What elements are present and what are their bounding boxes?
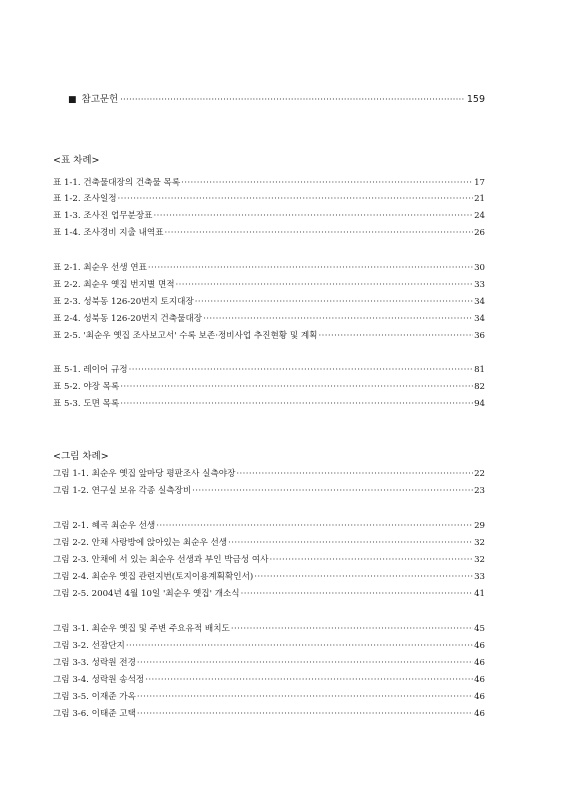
- toc-entry-page: 159: [466, 94, 485, 105]
- toc-entry-page: 46: [474, 641, 485, 651]
- toc-entry-page: 81: [474, 365, 485, 375]
- dot-leader: [228, 537, 473, 549]
- toc-entry-page: 34: [474, 297, 485, 307]
- toc-entry-page: 26: [474, 228, 485, 238]
- toc-entry-label: 표 1-4. 조사경비 지출 내역표: [53, 228, 164, 238]
- toc-entry-label: 그림 2-5. 2004년 4월 10일 '최순우 옛집' 개소식: [53, 589, 240, 599]
- toc-entry-page: 94: [474, 399, 485, 409]
- toc-entry-figure[interactable]: [53, 520, 485, 532]
- dot-leader: [176, 279, 474, 291]
- toc-entry-label: 그림 3-1. 최순우 옛집 및 주변 주요유적 배치도: [53, 624, 230, 634]
- toc-entry-label: 표 2-4. 성북동 126-20번지 건축물대장: [53, 314, 203, 324]
- toc-entry-page: 41: [474, 589, 485, 599]
- toc-entry-page: 46: [474, 692, 485, 702]
- toc-entry-label: 그림 3-4. 성락원 송석정: [53, 675, 145, 685]
- toc-entry-page: 33: [474, 572, 485, 582]
- dot-leader: [195, 296, 473, 308]
- dot-leader: [148, 262, 473, 274]
- dot-leader: [156, 520, 473, 532]
- table-list-heading: <표 차례>: [53, 155, 100, 166]
- toc-entry-label: 표 1-1. 건축물대장의 건축물 목록: [53, 178, 181, 188]
- toc-entry-label: 그림 3-5. 이재준 가옥: [53, 692, 136, 702]
- dot-leader: [145, 674, 473, 686]
- toc-entry-page: 24: [474, 211, 485, 221]
- toc-entry-label: 표 5-1. 레이어 규정: [53, 365, 128, 375]
- toc-entry-label: 표 1-2. 조사일정: [53, 194, 117, 204]
- toc-entry-label: 참고문헌: [81, 94, 119, 105]
- toc-entry-figure[interactable]: [53, 674, 485, 686]
- toc-entry-label: 표 2-5. '최순우 옛집 조사보고서' 수록 보존·정비사업 추진현황 및 계획: [53, 331, 318, 341]
- toc-entry-table[interactable]: [53, 279, 485, 291]
- toc-entry-figure[interactable]: [53, 640, 485, 652]
- toc-entry-page: 36: [474, 331, 485, 341]
- toc-entry-label: 그림 1-1. 최순우 옛집 앞마당 평판조사 실측야장: [53, 469, 236, 479]
- toc-entry-table[interactable]: [53, 210, 485, 222]
- toc-entry-page: 82: [474, 382, 485, 392]
- toc-entry-label: 그림 2-3. 안채에 서 있는 최순우 선생과 부인 박금성 여사: [53, 555, 269, 565]
- toc-entry-table[interactable]: [53, 313, 485, 325]
- dot-leader: [254, 571, 473, 583]
- toc-entry-page: 23: [474, 486, 485, 496]
- toc-entry-label: 표 2-1. 최순우 선생 연표: [53, 263, 147, 273]
- toc-entry-page: 17: [474, 178, 485, 188]
- toc-entry-figure[interactable]: [53, 571, 485, 583]
- toc-entry-figure[interactable]: [53, 623, 485, 635]
- toc-entry-page: 33: [474, 280, 485, 290]
- toc-entry-page: 34: [474, 314, 485, 324]
- dot-leader: [137, 708, 473, 720]
- toc-entry-table[interactable]: [53, 193, 485, 205]
- toc-entry-page: 32: [474, 555, 485, 565]
- dot-leader: [137, 691, 473, 703]
- toc-entry-table[interactable]: [53, 330, 485, 342]
- toc-entry-page: 32: [474, 538, 485, 548]
- toc-entry-page: 21: [474, 194, 485, 204]
- dot-leader: [241, 588, 473, 600]
- toc-entry-label: 그림 3-6. 이태준 고택: [53, 709, 136, 719]
- toc-entry-label: 표 5-2. 야장 목록: [53, 382, 120, 392]
- toc-entry-table[interactable]: [53, 296, 485, 308]
- toc-entry-label: 그림 2-4. 최순우 옛집 관련지번(토지이용계획확인서): [53, 572, 254, 582]
- figure-list-heading: <그림 차례>: [53, 451, 109, 462]
- toc-entry-label: 그림 2-2. 안채 사랑방에 앉아있는 최순우 선생: [53, 538, 228, 548]
- dot-leader: [120, 381, 473, 393]
- dot-leader: [126, 640, 473, 652]
- toc-entry-label: 그림 3-2. 선잠단지: [53, 641, 125, 651]
- toc-entry-label: 그림 3-3. 성락원 전경: [53, 658, 136, 668]
- dot-leader: [192, 485, 473, 497]
- toc-entry-table[interactable]: [53, 398, 485, 410]
- toc-entry-figure[interactable]: [53, 537, 485, 549]
- toc-entry-label: 표 5-3. 도면 목록: [53, 399, 120, 409]
- dot-leader: [120, 94, 465, 106]
- toc-entry-figure[interactable]: [53, 708, 485, 720]
- toc-entry-figure[interactable]: [53, 554, 485, 566]
- toc-entry-table[interactable]: [53, 177, 485, 189]
- dot-leader: [270, 554, 474, 566]
- toc-entry-page: 29: [474, 521, 485, 531]
- toc-entry-page: 30: [474, 263, 485, 273]
- toc-entry-page: 22: [474, 469, 485, 479]
- dot-leader: [165, 227, 474, 239]
- dot-leader: [120, 398, 473, 410]
- toc-entry-label: 표 2-2. 최순우 옛집 번지별 면적: [53, 280, 175, 290]
- toc-entry-table[interactable]: [53, 364, 485, 376]
- dot-leader: [129, 364, 473, 376]
- dot-leader: [137, 657, 473, 669]
- toc-entry-table[interactable]: [53, 381, 485, 393]
- toc-entry-label: 그림 1-2. 연구실 보유 각종 실측장비: [53, 486, 192, 496]
- toc-entry-label: 그림 2-1. 혜곡 최순우 선생: [53, 521, 156, 531]
- dot-leader: [236, 468, 473, 480]
- toc-entry-label: 표 1-3. 조사진 업무분장표: [53, 211, 153, 221]
- toc-entry-table[interactable]: [53, 262, 485, 274]
- dot-leader: [181, 177, 473, 189]
- dot-leader: [318, 330, 473, 342]
- toc-entry-references[interactable]: [68, 94, 485, 106]
- toc-entry-page: 46: [474, 675, 485, 685]
- toc-entry-table[interactable]: [53, 227, 485, 239]
- toc-entry-figure[interactable]: [53, 468, 485, 480]
- toc-entry-label: 표 2-3. 성북동 126-20번지 토지대장: [53, 297, 194, 307]
- dot-leader: [153, 210, 473, 222]
- toc-entry-figure[interactable]: [53, 657, 485, 669]
- square-bullet-icon: ■: [68, 95, 77, 105]
- toc-entry-figure[interactable]: [53, 485, 485, 497]
- dot-leader: [203, 313, 473, 325]
- toc-entry-figure[interactable]: [53, 691, 485, 703]
- toc-entry-page: 45: [474, 624, 485, 634]
- toc-entry-page: 46: [474, 658, 485, 668]
- dot-leader: [231, 623, 473, 635]
- dot-leader: [118, 193, 474, 205]
- toc-entry-figure[interactable]: [53, 588, 485, 600]
- toc-entry-page: 46: [474, 709, 485, 719]
